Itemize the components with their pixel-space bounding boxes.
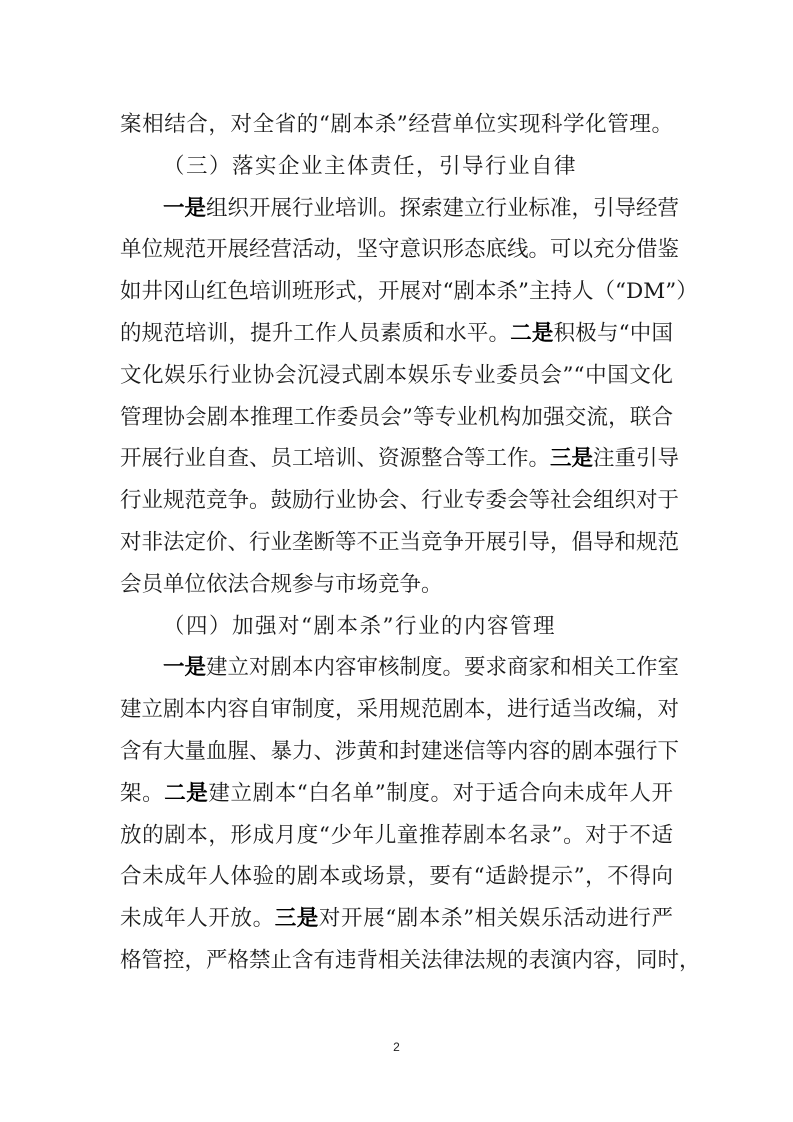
text-run: 行业规范竞争。鼓励行业协会、行业专委会等社会组织对于 xyxy=(120,488,680,514)
paragraph-line xyxy=(120,397,673,439)
paragraph-line xyxy=(120,731,680,773)
text-run: 架。 xyxy=(120,780,165,806)
paragraph-line xyxy=(120,355,673,397)
emphasis-label: 一是 xyxy=(163,195,207,221)
text-run: 含有大量血腥、暴力、涉黄和封建迷信等内容的剧本强行下 xyxy=(120,738,680,764)
paragraph-line xyxy=(120,940,701,982)
text-run: （三）落实企业主体责任，引导行业自律 xyxy=(163,153,578,179)
paragraph-line xyxy=(120,480,680,522)
paragraph-line xyxy=(120,647,680,689)
paragraph-line xyxy=(120,773,673,815)
paragraph-line xyxy=(120,104,673,146)
page-number: 2 xyxy=(393,1040,400,1054)
paragraph-line xyxy=(120,522,680,564)
text-run: 未成年人开放。 xyxy=(120,906,275,932)
text-run: 案相结合，对全省的“剧本杀”经营单位实现科学化管理。 xyxy=(120,112,673,137)
text-run: 放的剧本，形成月度“少年儿童推荐剧本名录”。对于不适 xyxy=(120,822,673,848)
paragraph-line xyxy=(120,856,673,898)
document-body xyxy=(120,104,701,982)
text-run: 建立对剧本内容审核制度。要求商家和相关工作室 xyxy=(206,655,680,681)
paragraph-line xyxy=(120,229,680,271)
text-run: 注重引导 xyxy=(593,446,680,472)
text-run: 会员单位依法合规参与市场竞争。 xyxy=(120,571,443,597)
text-run: 组织开展行业培训。探索建立行业标准，引导经营 xyxy=(206,195,680,221)
text-run: 对非法定价、行业垄断等不正当竞争开展引导，倡导和规范 xyxy=(120,529,680,555)
emphasis-label: 二是 xyxy=(510,320,554,346)
paragraph-line xyxy=(120,188,680,230)
paragraph-line xyxy=(120,438,680,480)
emphasis-label: 二是 xyxy=(164,780,209,806)
text-run: （四）加强对“剧本杀”行业的内容管理 xyxy=(163,613,556,639)
text-run: 合未成年人体验的剧本或场景，要有“适龄提示”，不得向 xyxy=(120,864,673,890)
paragraph-line xyxy=(120,898,673,940)
section-heading xyxy=(120,146,673,188)
text-run: 建立剧本内容自审制度，采用规范剧本，进行适当改编，对 xyxy=(120,697,680,723)
text-run: 建立剧本“白名单”制度。对于适合向未成年人开 xyxy=(208,780,673,806)
paragraph-line xyxy=(120,564,673,606)
text-run: 文化娱乐行业协会沉浸式剧本娱乐专业委员会”“中国文化 xyxy=(120,362,673,388)
emphasis-label: 三是 xyxy=(274,906,319,932)
section-heading xyxy=(120,606,673,648)
text-run: 开展行业自查、员工培训、资源整合等工作。 xyxy=(120,446,551,472)
text-run: 管理协会剧本推理工作委员会”等专业机构加强交流，联合 xyxy=(120,404,673,430)
paragraph-line xyxy=(120,815,673,857)
paragraph-line xyxy=(120,313,673,355)
emphasis-label: 一是 xyxy=(163,655,207,681)
paragraph-line xyxy=(120,689,680,731)
text-run: 对开展“剧本杀”相关娱乐活动进行严 xyxy=(318,906,673,932)
emphasis-label: 三是 xyxy=(550,446,594,472)
text-run: 积极与“中国 xyxy=(553,320,673,346)
text-run: 的规范培训，提升工作人员素质和水平。 xyxy=(120,320,511,346)
text-run: 单位规范开展经营活动，坚守意识形态底线。可以充分借鉴 xyxy=(120,237,680,263)
text-run: 如井冈山红色培训班形式，开展对“剧本杀”主持人（“DM”） xyxy=(120,279,698,305)
text-run: 格管控，严格禁止含有违背相关法律法规的表演内容，同时， xyxy=(120,947,701,973)
paragraph-line xyxy=(120,271,698,313)
